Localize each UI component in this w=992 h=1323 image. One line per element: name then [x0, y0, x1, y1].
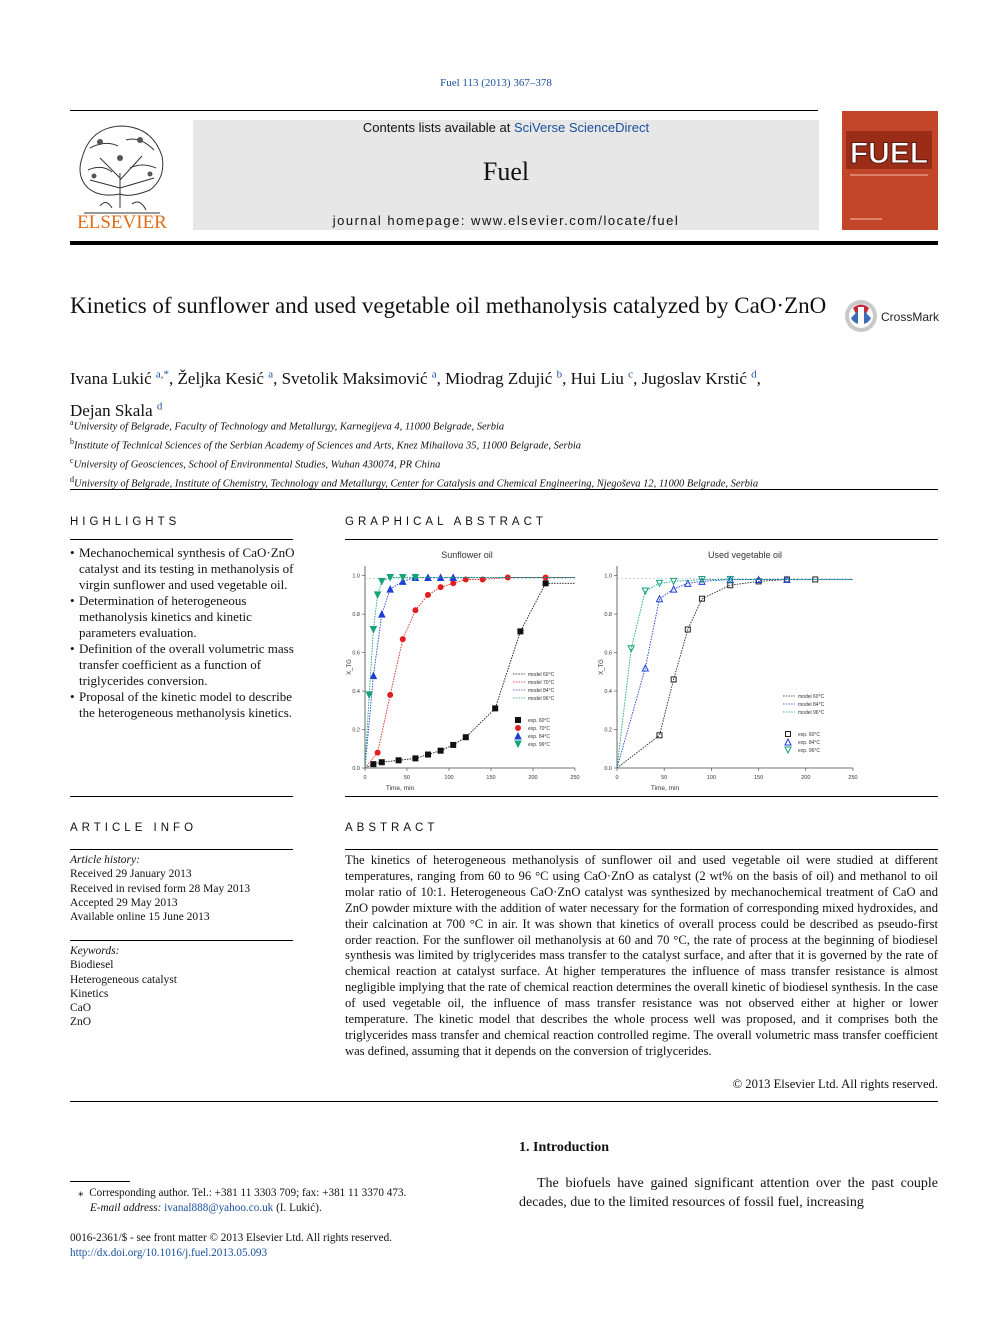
- abstract-copyright: © 2013 Elsevier Ltd. All rights reserved.: [732, 1077, 938, 1091]
- data-point: [371, 762, 376, 767]
- data-point: [400, 637, 405, 642]
- corresponding-text: Corresponding author. Tel.: +381 11 3303 709; fax: +381 11 3370 473.: [89, 1187, 407, 1199]
- author-affiliation-ref[interactable]: d: [751, 368, 757, 380]
- legend-marker-swatch: [516, 718, 521, 723]
- y-tick-label: 0.8: [352, 612, 360, 619]
- data-point: [413, 756, 418, 761]
- data-point: [413, 608, 418, 613]
- article-history: [70, 853, 300, 924]
- legend-label: model 96°C: [528, 696, 555, 702]
- data-point: [463, 735, 468, 740]
- data-point: [388, 692, 393, 697]
- data-point: [379, 578, 385, 584]
- legend-label: model 84°C: [798, 702, 825, 708]
- legend-marker-swatch: [516, 726, 521, 731]
- x-tick-label: 250: [848, 775, 858, 781]
- data-point: [379, 611, 385, 617]
- x-tick-label: 100: [444, 775, 454, 781]
- legend-label: exp. 70°C: [528, 726, 551, 732]
- legend-marker-swatch: [515, 741, 521, 747]
- header-rule: [70, 241, 938, 245]
- data-point: [438, 585, 443, 590]
- sciencedirect-link[interactable]: SciVerse ScienceDirect: [513, 120, 650, 135]
- footnote-star: ⁎: [78, 1187, 84, 1199]
- author[interactable]: Miodrag Zdujić $^b$,: [445, 368, 571, 388]
- author[interactable]: Hui Liu $^c$,: [570, 368, 642, 388]
- y-tick-label: 0.8: [604, 612, 612, 619]
- y-axis-label: X_TG: [347, 659, 353, 675]
- keyword[interactable]: Kinetics: [70, 987, 109, 1000]
- legend-marker-swatch: [786, 732, 791, 737]
- highlight-item: • Mechanochemical synthesis of CaO·ZnO catalyst and its testing in methanolysis of virgin sunflower and used vegetable oil.: [70, 545, 296, 593]
- graphical-abstract-rule: [345, 539, 938, 540]
- doi-link[interactable]: http://dx.doi.org/10.1016/j.fuel.2013.05.093: [70, 1246, 268, 1259]
- highlights-rule: [70, 539, 293, 540]
- keywords-block: [70, 944, 300, 1030]
- legend-marker-swatch: [785, 747, 791, 753]
- legend-label: exp. 60°C: [798, 732, 821, 738]
- data-point: [426, 752, 431, 757]
- chart-title: Sunflower oil: [441, 550, 493, 560]
- keyword[interactable]: Heterogeneous catalyst: [70, 973, 177, 986]
- author-affiliation-ref[interactable]: a: [268, 368, 274, 380]
- issn-block: [70, 1231, 490, 1260]
- article-info-rule: [70, 849, 293, 850]
- author-affiliation-ref[interactable]: b: [556, 368, 563, 380]
- legend-label: model 60°C: [528, 672, 555, 678]
- highlight-item: • Definition of the overall volumetric mass transfer coefficient as a function of triglycerides conversion.: [70, 641, 296, 689]
- elsevier-wordmark: ELSEVIER: [77, 212, 167, 232]
- email-link[interactable]: ivanal888@yahoo.co.uk: [164, 1201, 274, 1214]
- data-point: [387, 586, 393, 592]
- keyword[interactable]: Biodiesel: [70, 959, 114, 972]
- author[interactable]: Ivana Lukić $^{a,*}$,: [70, 368, 178, 388]
- article-title: Kinetics of sunflower and used vegetable oil methanolysis catalyzed by CaO·ZnO: [70, 293, 827, 318]
- author[interactable]: Dejan Skala $^d$: [70, 400, 163, 421]
- highlight-item: • Proposal of the kinetic model to describe the heterogeneous methanolysis kinetics.: [70, 689, 296, 721]
- data-point: [426, 592, 431, 597]
- issn-line: 0016-2361/$ - see front matter © 2013 Elsevier Ltd. All rights reserved.: [70, 1232, 392, 1244]
- abstract-text: The kinetics of heterogeneous methanolysis of sunflower oil and used vegetable oil were studied at different temperatures, ranging from 60 to 96 °C using CaO·ZnO as catalyst (2 wt% on the basis of oil) and methanol to oil molar ratio of 10:1. Heterogeneous CaO·ZnO catalyst was synthesized by mechanochemical treatment of CaO and ZnO powder mixture with the addition of water necessary for the formation of corresponding mixed hydroxides, and their calcination at 700 °C in air. It was shown that kinetics of overall process could be described as pseudo-first order reaction. For the sunflower oil methanolysis at 60 and 70 °C, the rate of process at the beginning of biodiesel synthesis was limited by triglycerides mass transfer to the catalyst surface, and after that it is governed by the rate of chemical reaction at catalyst surface. At higher temperatures the influence of mass transfer resistance is almost negligible implying that the rate of chemical reaction determines the overall kinetic of biodiesel synthesis. In the case of used vegetable oil, the influence of mass transfer resistance was not observed either at higher or lower temperature. The kinetic model that describes the whole process well was proposed, and it comprises both the triglycerides mass transfer and chemical reaction controlled regime. The overall volumetric mass transfer coefficient was defined, assuming that it depends on the conversion of triglycerides.: [345, 853, 938, 1058]
- legend-label: exp. 84°C: [528, 734, 551, 740]
- x-axis-label: Time, min: [385, 785, 415, 792]
- data-point: [375, 750, 380, 755]
- graphical-abstract-figure: [345, 544, 938, 792]
- data-point: [518, 629, 523, 634]
- data-point: [699, 596, 704, 601]
- front-matter-rule: [70, 1101, 938, 1102]
- x-tick-label: 200: [801, 775, 811, 781]
- keywords-label: Keywords:: [70, 945, 120, 957]
- graphical-abstract-end-rule: [345, 796, 938, 797]
- history-entry: Accepted 29 May 2013: [70, 896, 178, 909]
- legend-marker-swatch: [785, 739, 791, 745]
- history-entry: Received 29 January 2013: [70, 868, 192, 881]
- data-point: [379, 760, 384, 765]
- highlights-list: [70, 545, 296, 721]
- y-tick-label: 0.0: [352, 766, 360, 772]
- author[interactable]: Svetolik Maksimović $^a$,: [281, 368, 446, 388]
- legend-label: model 96°C: [798, 710, 825, 716]
- data-point: [387, 575, 393, 581]
- data-point: [451, 742, 456, 747]
- x-tick-label: 150: [486, 775, 496, 781]
- legend-marker-swatch: [515, 733, 521, 739]
- keyword[interactable]: ZnO: [70, 1016, 92, 1029]
- x-tick-label: 50: [661, 775, 668, 781]
- section-rule: [70, 489, 938, 490]
- highlights-end-rule: [70, 796, 293, 797]
- y-tick-label: 0.4: [352, 689, 360, 696]
- x-tick-label: 200: [528, 775, 538, 781]
- email-owner: (I. Lukić).: [276, 1201, 322, 1214]
- cover-title: FUEL: [849, 137, 929, 170]
- x-tick-label: 0: [615, 775, 619, 781]
- abstract-heading: ABSTRACT: [345, 822, 439, 834]
- legend-label: model 84°C: [528, 688, 555, 694]
- y-tick-label: 1.0: [604, 573, 612, 580]
- y-axis-label: X_TG: [599, 659, 605, 675]
- journal-citation[interactable]: Fuel 113 (2013) 367–378: [440, 77, 552, 89]
- x-axis-label: Time, min: [650, 785, 680, 792]
- legend-label: exp. 96°C: [798, 748, 821, 754]
- contents-line: Contents lists available at SciVerse ScienceDirect: [362, 120, 650, 135]
- x-tick-label: 100: [706, 775, 716, 781]
- author-affiliation-ref[interactable]: a: [431, 368, 437, 380]
- data-point: [493, 706, 498, 711]
- data-point: [370, 626, 376, 632]
- data-point: [656, 596, 662, 602]
- author[interactable]: Željka Kesić $^a$,: [177, 368, 282, 388]
- email-label: E-mail address:: [90, 1201, 162, 1214]
- x-tick-label: 150: [754, 775, 764, 781]
- introduction-text: The biofuels have gained significant attention over the past couple decades, due to the limited resources of fossil fuel, increasing: [519, 1176, 938, 1210]
- article-info-heading: ARTICLE INFO: [70, 822, 198, 834]
- data-point: [451, 581, 456, 586]
- crossmark-label: CrossMark: [881, 310, 939, 324]
- keyword[interactable]: CaO: [70, 1002, 92, 1015]
- y-tick-label: 0.4: [604, 689, 612, 696]
- author-affiliation-ref[interactable]: a,*: [155, 368, 170, 380]
- legend-label: exp. 96°C: [528, 742, 551, 748]
- y-tick-label: 0.2: [352, 727, 360, 734]
- author[interactable]: Jugoslav Krstić $^d$,: [641, 368, 761, 388]
- data-point: [375, 592, 381, 598]
- highlights-heading: HIGHLIGHTS: [70, 516, 181, 528]
- introduction-heading: 1. Introduction: [519, 1140, 609, 1155]
- crossmark-badge[interactable]: [843, 298, 939, 334]
- legend-label: model 60°C: [798, 694, 825, 700]
- history-entry: Available online 15 June 2013: [70, 911, 210, 924]
- affiliation: $^a$University of Belgrade, Faculty of Technology and Metallurgy, Karnegijeva 4, 11000 Belgrade, Serbia: [70, 418, 505, 433]
- legend-label: exp. 84°C: [798, 740, 821, 746]
- x-tick-label: 50: [403, 775, 411, 781]
- y-tick-label: 0.6: [604, 650, 612, 657]
- highlight-item: • Determination of heterogeneous methanolysis kinetics and kinetic parameters evaluation.: [70, 593, 296, 641]
- chart-title: Used vegetable oil: [707, 550, 783, 560]
- author-affiliation-ref[interactable]: d: [156, 400, 163, 413]
- x-tick-label: 0: [363, 775, 367, 781]
- journal-homepage[interactable]: journal homepage: www.elsevier.com/locate/fuel: [332, 213, 680, 228]
- graphical-abstract-heading: GRAPHICAL ABSTRACT: [345, 516, 547, 528]
- keywords-rule: [70, 940, 293, 941]
- history-entry: Received in revised form 28 May 2013: [70, 882, 251, 895]
- data-point: [370, 673, 376, 679]
- affiliation-list: [70, 416, 940, 492]
- journal-cover[interactable]: [842, 111, 938, 230]
- top-rule: [70, 110, 818, 111]
- data-point: [438, 748, 443, 753]
- footnote-rule: [70, 1181, 130, 1182]
- legend-label: model 70°C: [528, 680, 555, 686]
- y-tick-label: 0.2: [604, 727, 612, 734]
- x-tick-label: 250: [570, 775, 580, 781]
- affiliation: $^b$Institute of Technical Sciences of the Serbian Academy of Sciences and Arts, Knez Mihailova 35, 11000 Belgrade, Serbia: [70, 437, 582, 452]
- data-point: [396, 758, 401, 763]
- journal-name: Fuel: [482, 157, 530, 186]
- affiliation: $^c$University of Geosciences, School of Environmental Studies, Wuhan 430074, PR China: [70, 456, 441, 471]
- author-affiliation-ref[interactable]: c: [628, 368, 634, 380]
- elsevier-logo-icon[interactable]: [70, 118, 174, 232]
- abstract-rule: [345, 849, 938, 850]
- y-tick-label: 0.6: [352, 650, 360, 657]
- data-point: [543, 581, 548, 586]
- history-label: Article history:: [70, 854, 140, 866]
- affiliation: $^d$University of Belgrade, Institute of Chemistry, Technology and Metallurgy, Center for Catalysis and Chemical Engineering, Njegoševa 12, 11000 Belgrade, Serbia: [70, 475, 759, 490]
- legend-label: exp. 60°C: [528, 718, 551, 724]
- corresponding-author-footnote: [70, 1186, 490, 1215]
- y-tick-label: 0.0: [604, 766, 612, 772]
- y-tick-label: 1.0: [352, 573, 360, 580]
